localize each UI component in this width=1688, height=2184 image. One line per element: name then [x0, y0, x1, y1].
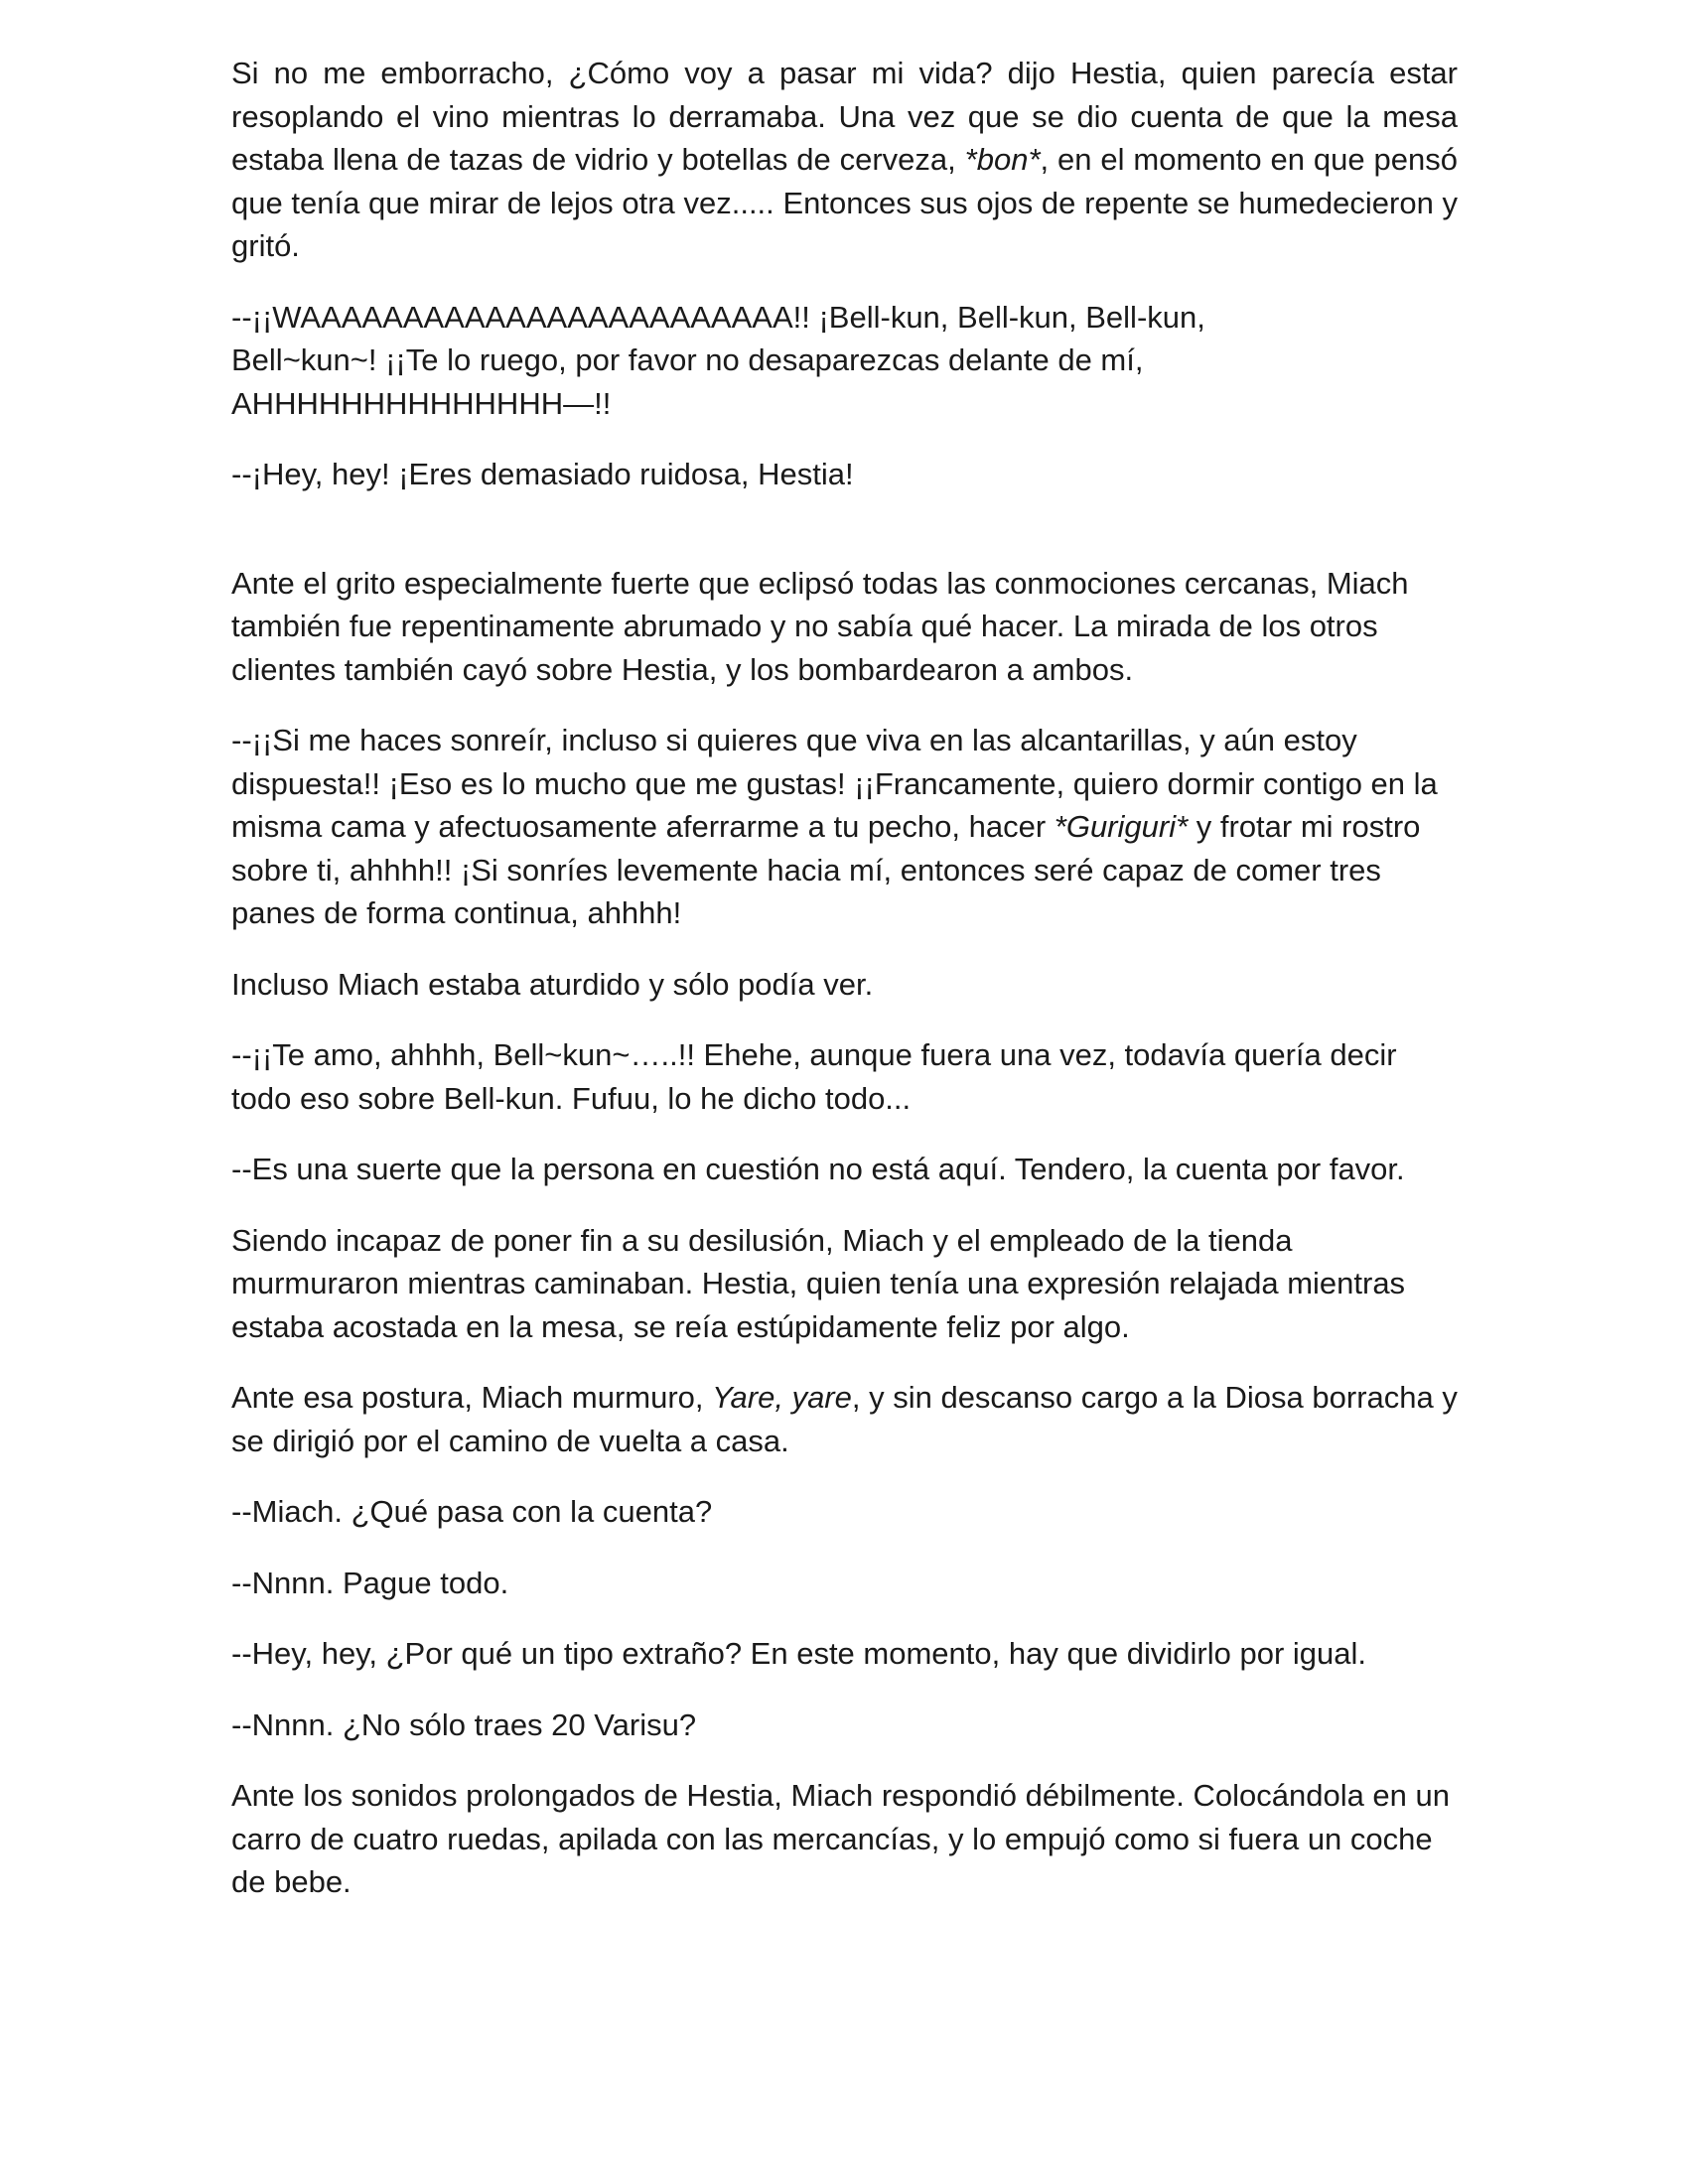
paragraph-10-text-a: Ante esa postura, Miach murmuro,: [231, 1380, 713, 1415]
paragraph-2: [231, 296, 1458, 426]
paragraph-10-text-b: , y sin descanso cargo a la Diosa borracha y se dirigió por el camino de vuelta a casa.: [231, 1380, 1458, 1458]
paragraph-12: --Nnnn. Pague todo.: [231, 1565, 509, 1600]
paragraph-14: --Nnnn. ¿No sólo traes 20 Varisu?: [231, 1706, 697, 1742]
paragraph-5-text-b: y frotar mi rostro sobre ti, ahhhh!! ¡Si sonríes levemente hacia mí, entonces seré capaz de comer tres panes de forma continua, ahhhh!: [231, 809, 1421, 930]
paragraph-6: Incluso Miach estaba aturdido y sólo podía ver.: [231, 966, 874, 1002]
paragraph-8: --Es una suerte que la persona en cuestión no está aquí. Tendero, la cuenta por favor.: [231, 1152, 1405, 1186]
document-page: [231, 52, 1458, 1932]
paragraph-15: Ante los sonidos prolongados de Hestia, Miach respondió débilmente. Colocándola en un carro de cuatro ruedas, apilada con las mercancías, y lo empujó como si fuera un coche de bebe.: [231, 1778, 1451, 1899]
paragraph-1-italic-bon: *bon*: [964, 142, 1041, 177]
paragraph-2-line-3: AHHHHHHHHHHHHHH—!!: [231, 385, 612, 421]
paragraph-5-text-a: --¡¡Si me haces sonreír, incluso si quieres que viva en las alcantarillas, y aún estoy dispuesta!! ¡Eso es lo mucho que me gustas! ¡¡Francamente, quiero dormir contigo en la misma cama y afectuosamente aferrarme a tu pecho, hacer: [231, 723, 1438, 844]
paragraph-10-italic-yare: Yare, yare: [712, 1380, 852, 1415]
paragraph-9: Siendo incapaz de poner fin a su desilusión, Miach y el empleado de la tienda murmuraron mientras caminaban. Hestia, quien tenía una expresión relajada mientras estaba acostada en la mesa, se reía estúpidamente feliz por algo.: [231, 1222, 1406, 1344]
paragraph-2-line-1: --¡¡WAAAAAAAAAAAAAAAAAAAAAAAA!! ¡Bell-kun, Bell-kun, Bell-kun,: [231, 299, 1205, 335]
paragraph-7: --¡¡Te amo, ahhhh, Bell~kun~…..!! Ehehe, aunque fuera una vez, todavía quería decir todo eso sobre Bell-kun. Fufuu, lo he dicho todo...: [231, 1037, 1397, 1116]
paragraph-13: --Hey, hey, ¿Por qué un tipo extraño? En este momento, hay que dividirlo por igual.: [231, 1636, 1367, 1671]
paragraph-11: --Miach. ¿Qué pasa con la cuenta?: [231, 1494, 713, 1529]
paragraph-3: --¡Hey, hey! ¡Eres demasiado ruidosa, Hestia!: [231, 457, 854, 491]
paragraph-5: [231, 719, 1458, 935]
paragraph-5-italic-guriguri: *Guriguri*: [1054, 809, 1189, 844]
paragraph-1-text-a: Si no me emborracho, ¿Cómo voy a pasar mi vida? dijo Hestia, quien parecía estar resoplando el vino mientras lo derramaba. Una vez que se dio cuenta de que la mesa estaba llena de tazas de vidrio y botellas de cerveza,: [231, 56, 1458, 177]
paragraph-1: [231, 52, 1458, 268]
paragraph-2-line-2: Bell~kun~! ¡¡Te lo ruego, por favor no desaparezcas delante de mí,: [231, 342, 1144, 377]
paragraph-4: Ante el grito especialmente fuerte que eclipsó todas las conmociones cercanas, Miach también fue repentinamente abrumado y no sabía qué hacer. La mirada de los otros clientes también cayó sobre Hestia, y los bombardearon a ambos.: [231, 565, 1409, 687]
paragraph-1-text-b: , en el momento en que pensó que tenía que mirar de lejos otra vez..... Entonces sus ojos de repente se humedecieron y gritó.: [231, 142, 1458, 263]
paragraph-10: [231, 1376, 1458, 1462]
